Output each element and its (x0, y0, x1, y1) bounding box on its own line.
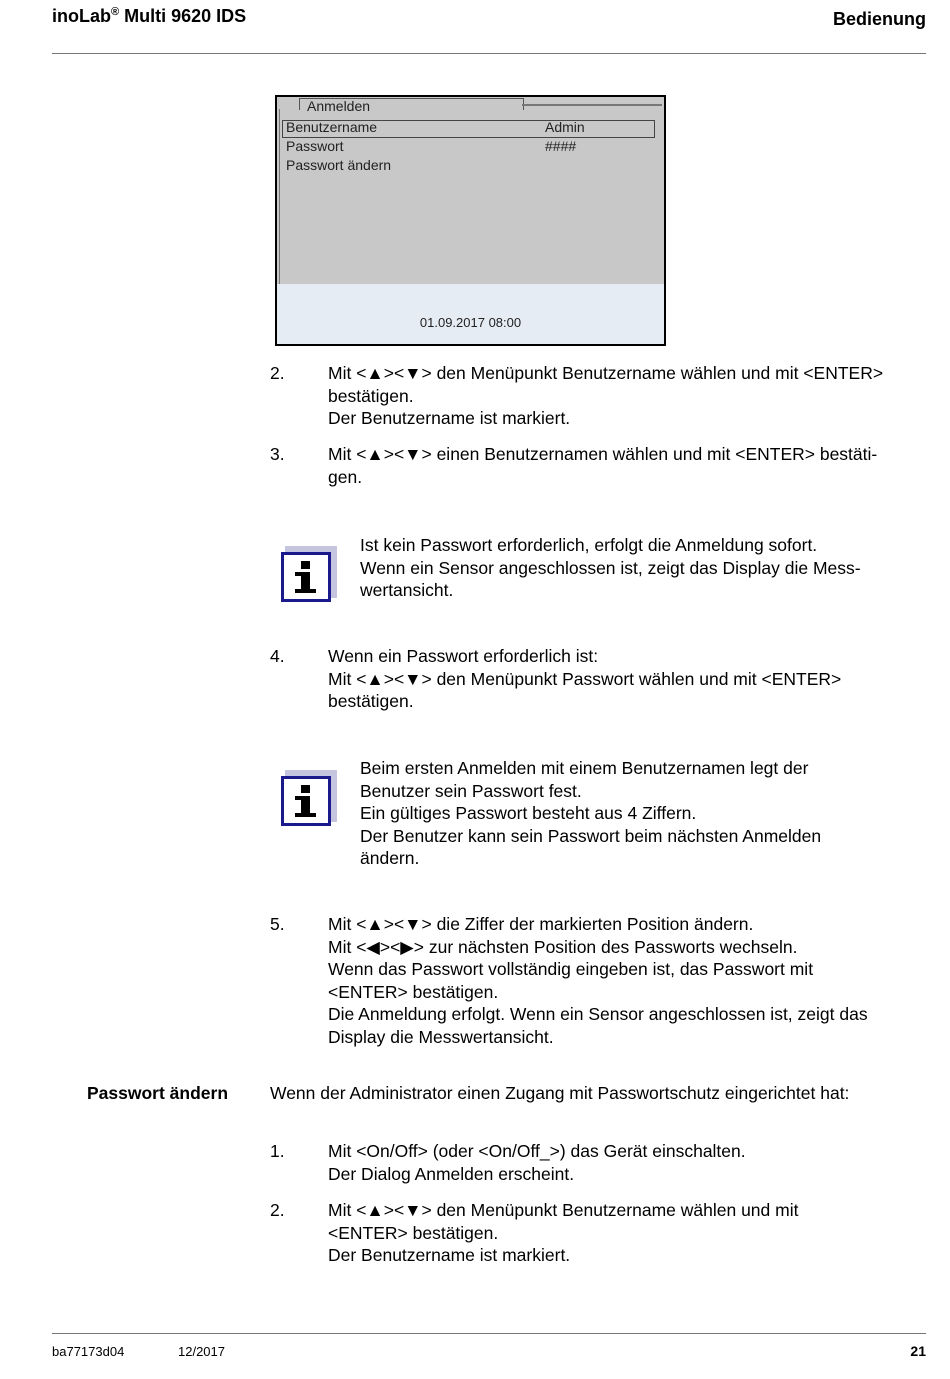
step-number: 1. (270, 1141, 285, 1161)
step-line: Mit <▲><▼> einen Benutzernamen wählen und mit <ENTER> bestäti- (328, 444, 878, 464)
info-note (360, 757, 930, 870)
note-line: Wenn ein Sensor angeschlossen ist, zeigt das Display die Mess- (360, 557, 861, 578)
display-row-label: Passwort ändern (286, 157, 392, 173)
step-line: Mit <▲><▼> den Menüpunkt Benutzername wählen und mit (328, 1200, 799, 1220)
step-line: Display die Messwertansicht. (328, 1026, 554, 1047)
step-number: 3. (270, 444, 285, 464)
note-line: Beim ersten Anmelden mit einem Benutzernamen legt der (360, 758, 809, 778)
step-number: 5. (270, 914, 285, 934)
display-status-bar (277, 284, 664, 344)
display-datetime: 01.09.2017 08:00 (419, 315, 522, 330)
step-text (328, 913, 928, 1048)
note-line: Ist kein Passwort erforderlich, erfolgt die Anmeldung sofort. (360, 535, 818, 555)
step-text (328, 362, 928, 430)
step-line: Mit <▲><▼> den Menüpunkt Passwort wählen und mit <ENTER> (328, 668, 842, 689)
device-display (275, 95, 666, 346)
display-row-value: Admin (545, 119, 585, 135)
note-line: Ein gültiges Passwort besteht aus 4 Ziffern. (360, 803, 697, 823)
footer-doc-id: ba77173d04 (52, 1344, 125, 1359)
step-line: bestätigen. (328, 691, 414, 711)
info-icon (281, 546, 337, 606)
step-text (328, 1140, 928, 1185)
info-note (360, 534, 930, 602)
step-line: Der Benutzername ist markiert. (328, 408, 571, 428)
note-line: wertansicht. (360, 580, 454, 600)
step-text (328, 1199, 928, 1267)
step-line: Wenn ein Passwort erforderlich ist: (328, 646, 599, 666)
display-row-label: Passwort (286, 138, 344, 154)
step-line: Mit <▲><▼> die Ziffer der markierten Position ändern. (328, 914, 754, 934)
step-line: Wenn das Passwort vollständig eingeben ist, das Passwort mit (328, 959, 814, 979)
display-row-value: #### (545, 138, 577, 154)
step-line: Mit <◀><▶> zur nächsten Position des Passworts wechseln. (328, 936, 798, 957)
step-line: <ENTER> bestätigen. (328, 981, 499, 1002)
step-line: gen. (328, 466, 363, 487)
step-line: <ENTER> bestätigen. (328, 1222, 499, 1243)
step-number: 2. (270, 363, 285, 383)
section-side-label: Passwort ändern (87, 1083, 229, 1103)
note-line: Der Benutzer kann sein Passwort beim nächsten Anmelden (360, 825, 822, 846)
step-number: 4. (270, 646, 285, 666)
section-intro: Wenn der Administrator einen Zugang mit Passwortschutz eingerichtet hat: (270, 1083, 850, 1103)
step-line: bestätigen. (328, 385, 414, 406)
step-line: Die Anmeldung erfolgt. Wenn ein Sensor angeschlossen ist, zeigt das (328, 1004, 868, 1024)
display-left-line (279, 109, 280, 284)
footer-date: 12/2017 (178, 1344, 225, 1359)
header-rule (52, 53, 926, 54)
note-line: Benutzer sein Passwort fest. (360, 780, 582, 801)
step-line: Der Benutzername ist markiert. (328, 1245, 571, 1265)
step-line: Der Dialog Anmelden erscheint. (328, 1163, 575, 1184)
step-line: Mit <On/Off> (oder <On/Off_>) das Gerät einschalten. (328, 1141, 746, 1161)
info-icon (281, 770, 337, 830)
step-text (328, 443, 928, 488)
display-title: Anmelden (307, 98, 371, 114)
step-text (328, 645, 928, 713)
header-section: Bedienung (833, 9, 926, 29)
step-number: 2. (270, 1200, 285, 1220)
display-row-label: Benutzername (286, 119, 378, 135)
note-line: ändern. (360, 848, 420, 868)
page-number: 21 (910, 1343, 926, 1359)
display-top-line (522, 104, 662, 106)
header-product: inoLab® Multi 9620 IDS (52, 6, 247, 26)
step-line: Mit <▲><▼> den Menüpunkt Benutzername wählen und mit <ENTER> (328, 363, 884, 383)
footer-rule (52, 1333, 926, 1334)
